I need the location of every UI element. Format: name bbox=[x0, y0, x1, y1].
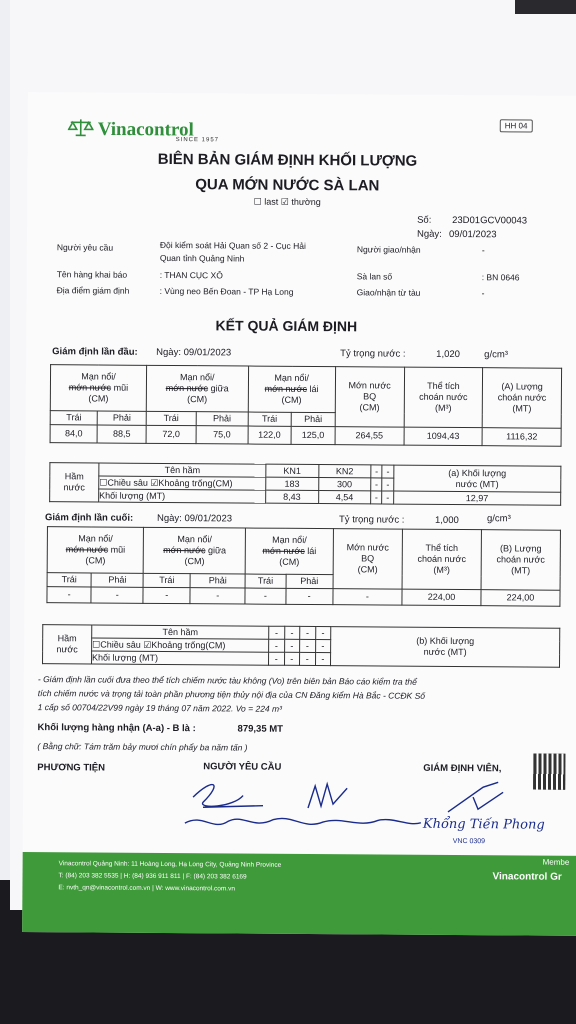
footer-phones: T: (84) 203 382 5535 | H: (84) 936 911 811 | F: (84) 203 382 6169 bbox=[58, 872, 247, 881]
total-in-words: ( Bằng chữ: Tám trăm bảy mươi chín phẩy ba năm tấn ) bbox=[37, 741, 248, 753]
sa-lan-label: Sà lan số bbox=[356, 271, 393, 282]
report-title: BIÊN BẢN GIÁM ĐỊNH KHỐI LƯỢNG bbox=[157, 150, 418, 170]
tank-name-header: Tên hầm bbox=[92, 625, 269, 639]
header-bq: Mớn nước BQ (CM) bbox=[333, 529, 403, 589]
table-cell: - bbox=[371, 491, 382, 504]
col-trai: Trái bbox=[245, 574, 285, 588]
ten-hang-label: Tên hàng khai báo bbox=[56, 269, 128, 280]
col-phai: Phải bbox=[98, 411, 147, 425]
inspector-code: VNC 0309 bbox=[452, 837, 486, 846]
header-volume: Thể tích choán nước (M³) bbox=[404, 367, 483, 428]
col-phai: Phải bbox=[286, 574, 333, 588]
signature-inspector bbox=[443, 777, 513, 817]
nguoi-yeu-cau-label: Người yêu cầu bbox=[56, 242, 114, 253]
table-cell: 1116,32 bbox=[482, 428, 561, 447]
water-a-label: (a) Khối lượng nước (MT) bbox=[394, 465, 561, 492]
footer-contacts: E: nvth_qn@vinacontrol.com.vn | W: www.vinacontrol.com.vn bbox=[58, 884, 235, 893]
footer-group: Vinacontrol Gr bbox=[492, 871, 562, 883]
header-lai: Mạn nổi/ mớn nước lái (CM) bbox=[245, 528, 333, 575]
first-density-label: Tỷ trọng nước : bbox=[340, 348, 406, 360]
table-cell: - bbox=[333, 589, 402, 605]
table-cell: - bbox=[245, 588, 285, 604]
col-phai: Phải bbox=[291, 412, 335, 426]
table-cell: - bbox=[315, 653, 331, 666]
ngay-label: Ngày: bbox=[416, 228, 442, 240]
nguoi-yeu-cau-value-2: Quan tỉnh Quảng Ninh bbox=[159, 252, 245, 264]
footer-member: Membe bbox=[542, 857, 570, 867]
header-lai: Mạn nổi/ mớn nước lái (CM) bbox=[248, 366, 336, 413]
header-mui: Mạn nổi/ mớn nước mũi (CM) bbox=[47, 527, 144, 574]
ham-nuoc-label: Hầm nước bbox=[43, 625, 92, 664]
table-cell: - bbox=[91, 587, 143, 603]
col-phai: Phải bbox=[91, 573, 143, 587]
table-cell: - bbox=[371, 465, 382, 478]
table-cell: - bbox=[190, 588, 245, 604]
inspection-report bbox=[22, 92, 576, 936]
report-subtitle: QUA MỚN NƯỚC SÀ LAN bbox=[195, 176, 380, 195]
col-trai: Trái bbox=[146, 411, 196, 425]
nguoi-giao-label: Người giao/nhận bbox=[356, 244, 421, 255]
brand-name: Vinacontrol bbox=[97, 118, 194, 141]
table-cell: 88,5 bbox=[97, 425, 146, 443]
table-cell: 224,00 bbox=[402, 589, 481, 606]
table-cell: 1094,43 bbox=[404, 427, 483, 446]
nguoi-giao-value: - bbox=[481, 245, 485, 256]
water-b-label: (b) Khối lượng nước (MT) bbox=[331, 627, 560, 668]
table-edge bbox=[515, 0, 576, 14]
table-cell: 4,54 bbox=[318, 491, 371, 504]
header-displacement-b: (B) Lượng choán nước (MT) bbox=[481, 530, 560, 591]
last-inspection-table bbox=[46, 526, 561, 607]
table-cell: - bbox=[269, 639, 285, 652]
first-inspection-date: Ngày: 09/01/2023 bbox=[156, 346, 232, 359]
tank-table-2 bbox=[42, 624, 560, 668]
table-cell: - bbox=[300, 652, 316, 665]
last-density-label: Tỷ trọng nước : bbox=[338, 514, 405, 526]
table-cell: - bbox=[315, 627, 331, 640]
header-bq: Mớn nước BQ (CM) bbox=[335, 367, 404, 427]
handwritten-names bbox=[183, 811, 423, 835]
note-line-2: tích chiếm nước và trọng tải toàn phần phương tiện thủy nội địa của CN Đăng kiểm Hà Bắc - CCĐK Số bbox=[37, 688, 426, 701]
last-density-unit: g/cm³ bbox=[486, 513, 511, 525]
so-label: Số: bbox=[417, 214, 432, 226]
depth-option: ☐Chiều sâu ☑Khoảng trống(CM) bbox=[92, 638, 269, 652]
table-cell: 264,55 bbox=[335, 427, 404, 445]
sig-giam-dinh: GIÁM ĐỊNH VIÊN, bbox=[423, 762, 502, 775]
col-phai: Phải bbox=[196, 412, 248, 426]
table-cell: - bbox=[300, 639, 316, 652]
table-cell: 84,0 bbox=[50, 425, 97, 443]
last-inspection-date: Ngày: 09/01/2023 bbox=[156, 512, 233, 525]
header-volume: Thể tích choán nước (M³) bbox=[402, 529, 481, 590]
note-line-3: 1 cấp số 00704/22V99 ngày 19 tháng 07 năm 2022. Vo = 224 m³ bbox=[37, 702, 282, 714]
depth-option: ☐Chiều sâu ☑Khoảng trống(CM) bbox=[99, 476, 266, 490]
giao-nhan-label: Giao/nhận từ tàu bbox=[356, 287, 421, 298]
table-cell: - bbox=[300, 626, 316, 639]
first-inspection-label: Giám định lần đầu: bbox=[52, 346, 138, 358]
table-cell: - bbox=[47, 587, 91, 603]
table-cell: 300 bbox=[318, 478, 371, 491]
table-cell: - bbox=[269, 626, 285, 639]
dia-diem-value: : Vùng neo Bến Đoan - TP Hạ Long bbox=[159, 285, 294, 297]
table-cell: - bbox=[315, 640, 331, 653]
col-trai: Trái bbox=[143, 573, 190, 587]
mass-label: Khối lượng (MT) bbox=[92, 651, 269, 665]
note-line-1: - Giám định lần cuối đưa theo thể tích chiếm nước tàu không (Vo) trên biên bản Báo cáo kiểm tra thể bbox=[37, 674, 417, 687]
last-inspection-label: Giám định lần cuối: bbox=[44, 512, 134, 524]
table-cell: - bbox=[269, 652, 285, 665]
table-cell: - bbox=[382, 491, 393, 504]
ten-hang-value: : THAN CỤC XÔ bbox=[159, 269, 223, 281]
header-giua: Mạn nổi/ mớn nước giữa (CM) bbox=[143, 527, 245, 574]
table-cell: 72,0 bbox=[146, 425, 196, 443]
table-cell: - bbox=[284, 652, 300, 665]
mass-label: Khối lượng (MT) bbox=[99, 489, 266, 503]
result-title: KẾT QUẢ GIÁM ĐỊNH bbox=[215, 317, 358, 335]
last-density-value: 1,000 bbox=[434, 514, 459, 527]
header-displacement-a: (A) Lượng choán nước (MT) bbox=[482, 368, 561, 429]
table-cell: - bbox=[371, 478, 382, 491]
table-cell: 122,0 bbox=[248, 426, 292, 444]
total-value: 879,35 MT bbox=[237, 723, 284, 735]
tank-name-header: Tên hầm bbox=[99, 463, 266, 477]
sig-phuong-tien: PHƯƠNG TIỆN bbox=[37, 762, 106, 774]
col-phai: Phải bbox=[190, 574, 245, 588]
giao-nhan-value: - bbox=[481, 288, 485, 299]
col-trai: Trái bbox=[50, 411, 97, 425]
scales-icon bbox=[68, 117, 94, 143]
table-cell: - bbox=[284, 626, 300, 639]
tank-kn1: KN1 bbox=[266, 464, 319, 477]
so-value: 23D01GCV00043 bbox=[452, 214, 528, 227]
first-density-value: 1,020 bbox=[436, 348, 460, 361]
first-density-unit: g/cm³ bbox=[484, 349, 508, 361]
dia-diem-label: Địa điểm giám định bbox=[56, 285, 130, 296]
footer-address: Vinacontrol Quảng Ninh: 11 Hoàng Long, Hạ Long City, Quảng Ninh Province bbox=[58, 860, 282, 869]
qr-code bbox=[533, 754, 565, 790]
brand-since: SINCE 1957 bbox=[175, 137, 220, 144]
form-code: HH 04 bbox=[500, 119, 533, 132]
table-cell: 8,43 bbox=[266, 490, 319, 503]
tank-kn2: KN2 bbox=[318, 465, 371, 478]
header-giua: Mạn nổi/ mớn nước giữa (CM) bbox=[146, 365, 248, 412]
header-mui: Mạn nổi/ mớn nước mũi (CM) bbox=[50, 365, 146, 412]
footer bbox=[22, 852, 576, 936]
table-cell: - bbox=[285, 588, 332, 604]
table-cell: - bbox=[143, 587, 190, 603]
table-cell: 224,00 bbox=[481, 590, 560, 607]
ngay-value: 09/01/2023 bbox=[448, 228, 497, 241]
tank-table-1 bbox=[49, 462, 561, 506]
sa-lan-value: : BN 0646 bbox=[481, 272, 520, 283]
table-cell: - bbox=[382, 478, 393, 491]
water-a-value: 12,97 bbox=[393, 491, 560, 505]
report-type-options: ☐ last ☑ thường bbox=[253, 196, 321, 208]
col-trai: Trái bbox=[248, 412, 292, 426]
inspector-name: Khổng Tiến Phong bbox=[422, 816, 545, 833]
table-cell: 183 bbox=[266, 477, 319, 490]
col-trai: Trái bbox=[47, 573, 91, 587]
table-cell: - bbox=[284, 639, 300, 652]
first-inspection-table bbox=[50, 364, 563, 447]
table-cell: 125,0 bbox=[291, 426, 335, 444]
table-cell: - bbox=[382, 465, 393, 478]
table-cell: 75,0 bbox=[196, 426, 248, 444]
nguoi-yeu-cau-value: Đội kiểm soát Hải Quan số 2 - Cục Hải bbox=[159, 239, 306, 251]
ham-nuoc-label: Hầm nước bbox=[50, 463, 99, 502]
sig-nguoi-yeu-cau: NGƯỜI YÊU CẦU bbox=[203, 761, 282, 773]
total-label: Khối lượng hàng nhận (A-a) - B là : bbox=[37, 722, 196, 735]
